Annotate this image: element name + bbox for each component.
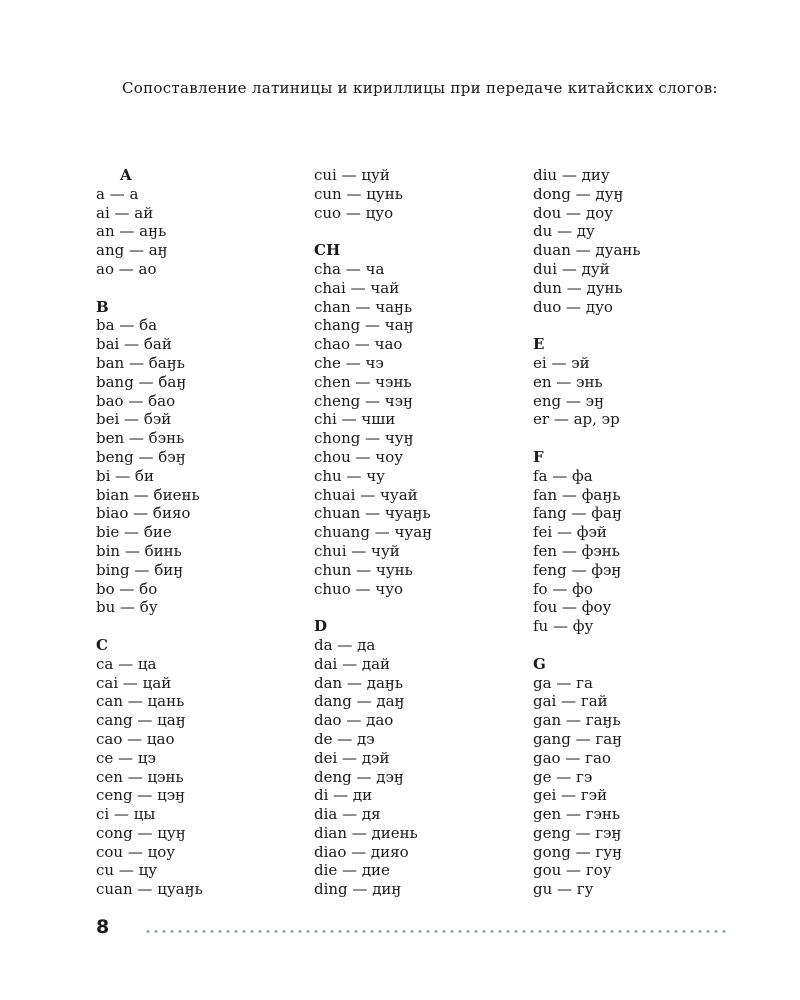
syllable-entry: biao — бияо bbox=[96, 504, 191, 523]
syllable-entry: de — дэ bbox=[314, 729, 375, 748]
syllable-entry: cha — ча bbox=[314, 259, 385, 278]
syllable-entry: dou — доу bbox=[533, 203, 613, 222]
syllable-entry: chao — чао bbox=[314, 335, 403, 354]
syllable-entry: cai — цай bbox=[96, 673, 172, 692]
syllable-entry: gai — гай bbox=[533, 692, 608, 711]
dotted-rule bbox=[144, 930, 730, 933]
syllable-entry: gou — гоу bbox=[533, 861, 612, 880]
syllable-entry: cu — цу bbox=[96, 861, 158, 880]
page-footer bbox=[96, 914, 730, 944]
syllable-entry: bie — бие bbox=[96, 523, 172, 542]
syllable-column-3 bbox=[533, 166, 743, 899]
syllable-entry: die — дие bbox=[314, 861, 390, 880]
syllable-entry: beng — бэӈ bbox=[96, 447, 186, 466]
syllable-entry: chi — чши bbox=[314, 410, 396, 429]
section-gap bbox=[533, 636, 743, 655]
syllable-entry: geng — гэӈ bbox=[533, 823, 622, 842]
syllable-entry: chuang — чуаӈ bbox=[314, 523, 433, 542]
syllable-entry: chu — чу bbox=[314, 466, 386, 485]
syllable-entry: dai — дай bbox=[314, 654, 391, 673]
section-gap bbox=[96, 617, 306, 636]
syllable-entry: ding — диӈ bbox=[314, 880, 402, 899]
syllable-entry: chuo — чуо bbox=[314, 579, 404, 598]
section-gap bbox=[533, 429, 743, 448]
syllable-entry: gang — гаӈ bbox=[533, 729, 623, 748]
syllable-entry: ai — ай bbox=[96, 203, 154, 222]
syllable-entry: cui — цуй bbox=[314, 166, 390, 184]
syllable-column-1 bbox=[96, 166, 306, 899]
syllable-entry: fa — фа bbox=[533, 466, 593, 485]
syllable-entry: dun — дунь bbox=[533, 278, 623, 297]
syllable-entry: chai — чай bbox=[314, 278, 400, 297]
syllable-entry: bang — баӈ bbox=[96, 372, 187, 391]
syllable-entry: fu — фу bbox=[533, 617, 594, 636]
syllable-entry: cen — цэнь bbox=[96, 767, 184, 786]
syllable-entry: gao — гао bbox=[533, 748, 611, 767]
syllable-entry: cang — цаӈ bbox=[96, 711, 186, 730]
syllable-entry: bu — бу bbox=[96, 598, 158, 617]
syllable-column-2 bbox=[314, 166, 524, 899]
syllable-entry: fo — фо bbox=[533, 579, 593, 598]
syllable-entry: ga — га bbox=[533, 673, 593, 692]
syllable-entry: eng — эӈ bbox=[533, 391, 605, 410]
syllable-entry: gan — гаӈь bbox=[533, 711, 621, 730]
syllable-entry: fen — фэнь bbox=[533, 541, 620, 560]
syllable-entry: duo — дуо bbox=[533, 297, 613, 316]
syllable-entry: fang — фаӈ bbox=[533, 504, 622, 523]
section-letter-heading: CH bbox=[314, 241, 341, 260]
syllable-entry: bei — бэй bbox=[96, 410, 172, 429]
syllable-entry: ge — гэ bbox=[533, 767, 593, 786]
syllable-entry: cao — цао bbox=[96, 729, 175, 748]
syllable-entry: cou — цоу bbox=[96, 842, 176, 861]
syllable-entry: deng — дэӈ bbox=[314, 767, 404, 786]
syllable-entry: dang — даӈ bbox=[314, 692, 405, 711]
syllable-entry: chan — чаӈь bbox=[314, 297, 413, 316]
syllable-entry: bing — биӈ bbox=[96, 560, 184, 579]
syllable-entry: cheng — чэӈ bbox=[314, 391, 414, 410]
syllable-entry: ce — цэ bbox=[96, 748, 156, 767]
syllable-entry: fei — фэй bbox=[533, 523, 607, 542]
syllable-entry: bin — бинь bbox=[96, 541, 182, 560]
syllable-entry: bai — бай bbox=[96, 335, 172, 354]
syllable-entry: can — цань bbox=[96, 692, 185, 711]
syllable-entry: ca — ца bbox=[96, 654, 157, 673]
syllable-entry: da — да bbox=[314, 635, 376, 654]
syllable-entry: dan — даӈь bbox=[314, 673, 404, 692]
syllable-entry: cuo — цуо bbox=[314, 203, 394, 222]
syllable-entry: che — чэ bbox=[314, 353, 384, 372]
section-gap bbox=[533, 316, 743, 335]
syllable-entry: ci — цы bbox=[96, 805, 156, 824]
syllable-entry: chang — чаӈ bbox=[314, 316, 414, 335]
intro-text: Сопоставление латиницы и кириллицы при передаче китайских слогов: bbox=[122, 79, 718, 97]
syllable-entry: bian — биень bbox=[96, 485, 200, 504]
syllable-entry: feng — фэӈ bbox=[533, 560, 622, 579]
syllable-entry: diu — диу bbox=[533, 166, 610, 184]
syllable-entry: ceng — цэӈ bbox=[96, 786, 186, 805]
syllable-entry: dei — дэй bbox=[314, 748, 390, 767]
syllable-entry: chong — чуӈ bbox=[314, 429, 414, 448]
syllable-entry: gong — гуӈ bbox=[533, 842, 623, 861]
syllable-entry: bi — би bbox=[96, 466, 154, 485]
syllable-entry: dian — диень bbox=[314, 823, 418, 842]
syllable-entry: chun — чунь bbox=[314, 560, 413, 579]
syllable-entry: chuai — чуай bbox=[314, 485, 418, 504]
section-gap bbox=[314, 222, 524, 241]
syllable-entry: du — ду bbox=[533, 222, 595, 241]
syllable-entry: dong — дуӈ bbox=[533, 184, 624, 203]
section-letter-heading: C bbox=[96, 635, 108, 654]
section-letter-heading: B bbox=[96, 297, 109, 316]
section-gap bbox=[314, 598, 524, 617]
syllable-entry: chou — чоу bbox=[314, 447, 404, 466]
syllable-entry: er — ap, эр bbox=[533, 410, 620, 429]
syllable-entry: gen — гэнь bbox=[533, 805, 621, 824]
syllable-entry: ang — аӈ bbox=[96, 241, 168, 260]
syllable-entry: dao — дао bbox=[314, 711, 394, 730]
syllable-entry: bo — бо bbox=[96, 579, 158, 598]
section-letter-heading: G bbox=[533, 654, 546, 673]
syllable-entry: a — a bbox=[96, 184, 139, 203]
syllable-entry: dui — дуй bbox=[533, 259, 610, 278]
syllable-entry: an — аӈь bbox=[96, 222, 167, 241]
syllable-entry: ao — ao bbox=[96, 259, 157, 278]
section-letter-heading: A bbox=[120, 166, 132, 184]
syllable-entry: ei — эй bbox=[533, 353, 590, 372]
syllable-entry: chen — чэнь bbox=[314, 372, 412, 391]
syllable-entry: cun — цунь bbox=[314, 184, 403, 203]
syllable-entry: bao — бао bbox=[96, 391, 176, 410]
syllable-entry: gei — гэй bbox=[533, 786, 608, 805]
syllable-entry: diao — дияо bbox=[314, 842, 409, 861]
section-letter-heading: D bbox=[314, 617, 328, 636]
syllable-entry: cuan — цуаӈь bbox=[96, 880, 203, 899]
syllable-entry: cong — цуӈ bbox=[96, 823, 186, 842]
syllable-entry: duan — дуань bbox=[533, 241, 641, 260]
syllable-entry: chui — чуй bbox=[314, 541, 400, 560]
syllable-entry: chuan — чуаӈь bbox=[314, 504, 431, 523]
syllable-entry: dia — дя bbox=[314, 805, 381, 824]
section-letter-heading: F bbox=[533, 447, 544, 466]
syllable-entry: ban — баӈь bbox=[96, 353, 185, 372]
syllable-entry: fou — фоу bbox=[533, 598, 612, 617]
syllable-entry: ben — бэнь bbox=[96, 429, 185, 448]
syllable-entry: fan — фаӈь bbox=[533, 485, 621, 504]
page-number: 8 bbox=[96, 916, 110, 938]
section-gap bbox=[96, 279, 306, 298]
syllable-entry: di — ди bbox=[314, 786, 373, 805]
section-letter-heading: E bbox=[533, 335, 545, 354]
syllable-entry: gu — гу bbox=[533, 880, 594, 899]
syllable-entry: en — энь bbox=[533, 372, 603, 391]
syllable-entry: ba — ба bbox=[96, 316, 158, 335]
